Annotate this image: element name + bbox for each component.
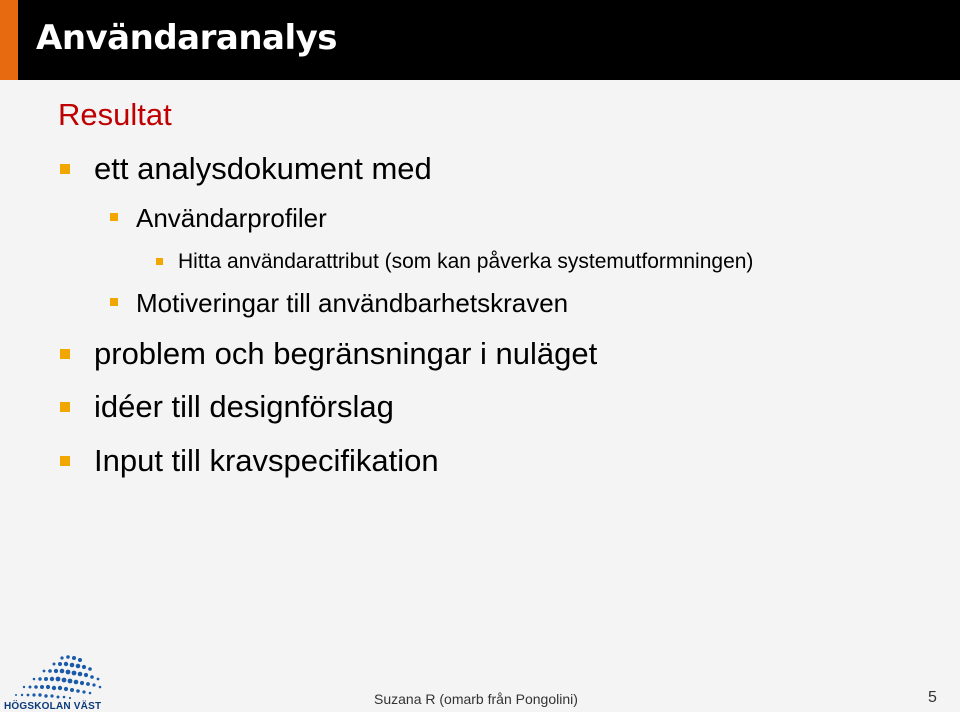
footer-author: Suzana R (omarb från Pongolini) [374,691,578,707]
slide-title: Användaranalys [36,18,338,58]
bullet-square-icon [60,164,70,174]
sub-sub-bullet-item [178,250,753,274]
bullet-item [94,151,432,187]
bullet-text: ett analysdokument med [94,151,432,186]
bullet-square-icon [60,402,70,412]
bullet-item [94,336,597,372]
bullet-square-icon [110,213,118,221]
sub-bullet-item [136,203,327,234]
bullet-text: idéer till designförslag [94,389,394,424]
bullet-square-icon [110,298,118,306]
bullet-text: Användarprofiler [136,203,327,233]
bullet-item [94,389,394,425]
bullet-text: Input till kravspecifikation [94,443,439,478]
sub-bullet-item [136,288,568,319]
bullet-text: problem och begränsningar i nuläget [94,336,598,371]
page-number: 5 [928,689,937,706]
bullet-item [94,443,439,479]
bullet-text: Hitta användarattribut (som kan påverka systemutformningen) [178,250,754,273]
logo-text: HÖGSKOLAN VÄST [4,701,102,712]
bullet-text: Motiveringar till användbarhetskraven [136,288,569,318]
bullet-square-icon [156,258,163,265]
bullet-square-icon [60,456,70,466]
section-heading: Resultat [58,97,172,132]
bullet-square-icon [60,349,70,359]
